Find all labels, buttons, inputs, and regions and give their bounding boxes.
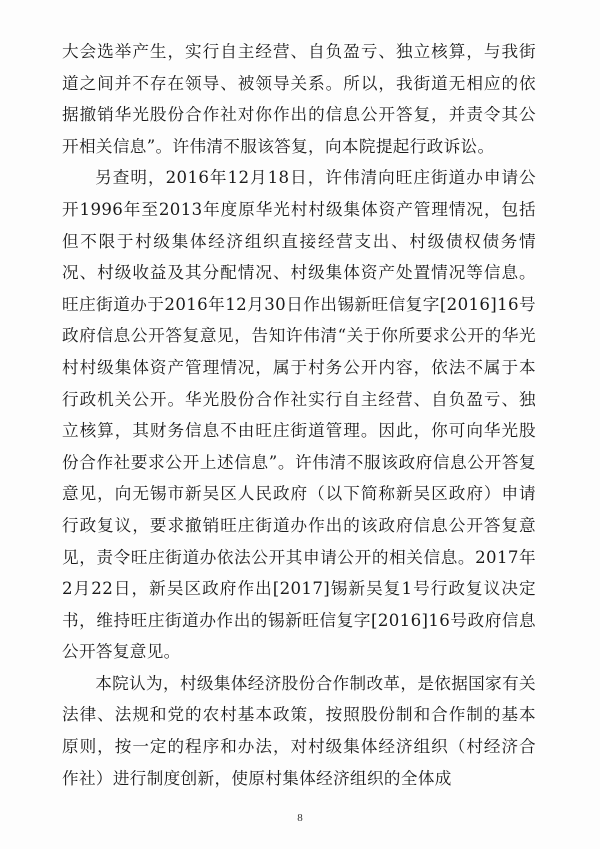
document-body — [62, 36, 536, 794]
paragraph-further-findings: 另查明，2016年12月18日，许伟清向旺庄街道办申请公开1996年至2013年度原华光村村级集体资产管理情况，包括但不限于村级集体经济组织直接经营支出、村级债权债务情况、村级收益及其分配情况、村级集体资产处置情况等信息。旺庄街道办于2016年12月30日作出锡新旺信复字[2016]16号政府信息公开答复意见，告知许伟清“关于你所要求公开的华光村村级集体资产管理情况，属于村务公开内容，依法不属于本行政机关公开。华光股份合作社实行自主经营、自负盈亏、独立核算，其财务信息不由旺庄街道管理。因此，你可向华光股份合作社要求公开上述信息”。许伟清不服该政府信息公开答复意见，向无锡市新吴区人民政府（以下简称新吴区政府）申请行政复议，要求撤销旺庄街道办作出的该政府信息公开答复意见，责令旺庄街道办依法公开其申请公开的相关信息。2017年2月22日，新吴区政府作出[2017]锡新吴复1号行政复议决定书，维持旺庄街道办作出的锡新旺信复字[2016]16号政府信息公开答复意见。 — [62, 168, 536, 662]
page-number: 8 — [297, 812, 303, 824]
paragraph-court-opinion: 本院认为，村级集体经济股份合作制改革，是依据国家有关法律、法规和党的农村基本政策，按照股份制和合作制的基本原则，按一定的程序和办法，对村级集体经济组织（村经济合作社）进行制度创新，使原村集体经济组织的全体成 — [62, 673, 536, 788]
paragraph-continuation: 大会选举产生，实行自主经营、自负盈亏、独立核算，与我街道之间并不存在领导、被领导关系。所以，我街道无相应的依据撤销华光股份合作社对你作出的信息公开答复，并责令其公开相关信息”。许伟清不服该答复，向本院提起行政诉讼。 — [62, 42, 536, 156]
